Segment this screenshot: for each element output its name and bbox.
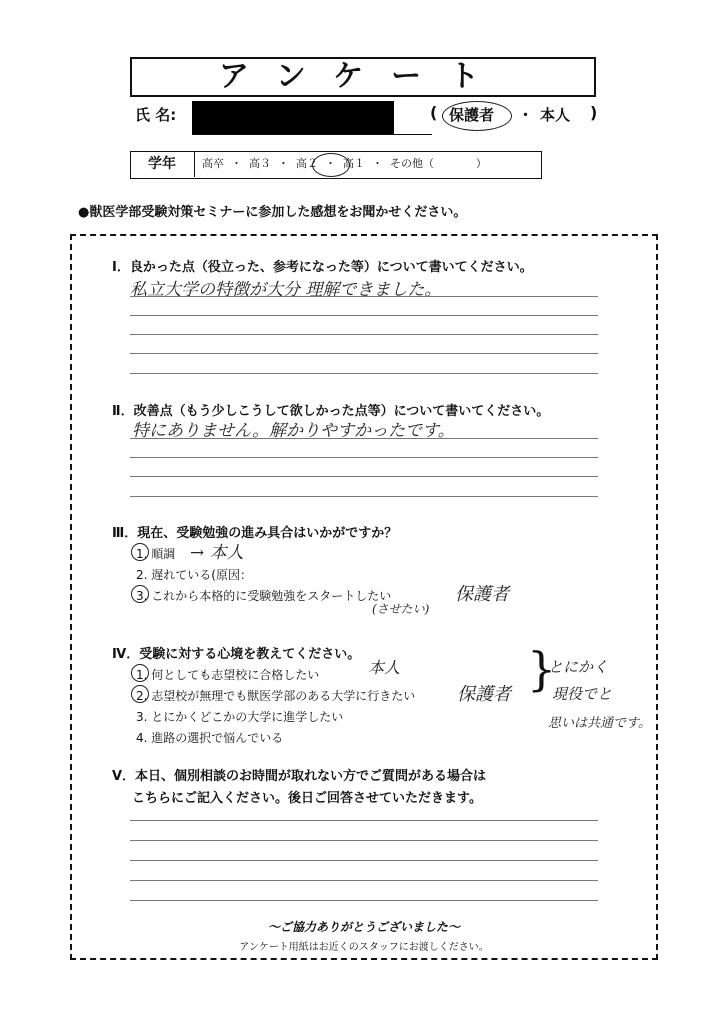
respondent-parent[interactable]: 保護者 xyxy=(449,106,495,124)
footer-thanks: ～ご協力ありがとうございました～ xyxy=(267,920,460,934)
q2-title: Ⅱ．改善点（もう少しこうして欲しかった点等）について書いてください。 xyxy=(112,404,550,419)
q1-answer[interactable]: 私立大学の特徴が大分 理解できました。 xyxy=(130,280,442,300)
grade-label: 学年 xyxy=(130,151,195,177)
grade-options[interactable]: 高卒 ・ 高３ ・ 高２ ・ 高１ ・ その他（ ） xyxy=(202,157,487,170)
q4-option-4[interactable]: 4. 進路の選択で悩んでいる xyxy=(136,731,284,745)
q5-line xyxy=(130,880,598,881)
q4-option-3[interactable]: 3. とにかくどこかの大学に進学したい xyxy=(136,710,344,724)
q2-line xyxy=(130,476,598,477)
q4-note-2[interactable]: 保護者 xyxy=(457,684,511,705)
q3-option-2[interactable]: 2. 遅れている(原因： xyxy=(136,568,252,582)
q1-title: Ⅰ．良かった点（役立った、参考になった等）について書いてください。 xyxy=(112,260,533,275)
respondent-selected-circle xyxy=(442,101,512,131)
q4-option-2[interactable]: 2. 志望校が無理でも獣医学部のある大学に行きたい xyxy=(136,689,416,703)
q5-title-line1: Ⅴ．本日、個別相談のお時間が取れない方でご質問がある場合は xyxy=(112,769,487,784)
q4-side-note-1[interactable]: とにかく xyxy=(548,658,609,676)
q1-line xyxy=(130,373,598,374)
q5-title-line2: こちらにご記入ください。後日ご回答させていただきます。 xyxy=(132,791,482,806)
q3-option-3[interactable]: 3. これから本格的に受験勉強をスタートしたい xyxy=(136,589,392,603)
q1-line xyxy=(130,315,598,316)
q2-answer[interactable]: 特にありません。解かりやすかったです。 xyxy=(132,421,455,441)
page-title: アンケート xyxy=(218,59,508,94)
q4-side-brace: } xyxy=(527,642,557,696)
q5-line xyxy=(130,820,598,821)
q3-option-1[interactable]: 1. 順調 xyxy=(136,547,176,561)
q5-line xyxy=(130,860,598,861)
respondent-self[interactable]: 本人 xyxy=(540,106,571,124)
q3-option-1-circle xyxy=(131,543,149,561)
q4-side-note-3[interactable]: 思いは共通です。 xyxy=(548,716,651,731)
q3-option-3-circle xyxy=(131,585,149,603)
q1-line xyxy=(130,296,598,297)
q3-note-3b[interactable]: 保護者 xyxy=(455,584,509,605)
q4-option-2-circle xyxy=(131,685,149,703)
q2-line xyxy=(130,438,598,439)
q3-note-3a[interactable]: (させたい) xyxy=(372,602,430,616)
q5-line xyxy=(130,900,598,901)
q5-line xyxy=(130,840,598,841)
name-underline xyxy=(192,134,432,135)
footer-note: アンケート用紙はお近くのスタッフにお渡しください。 xyxy=(239,942,489,953)
grade-selected-circle xyxy=(312,153,350,177)
q4-option-1[interactable]: 1. 何としても志望校に合格したい xyxy=(136,668,320,682)
name-label: 氏 名: xyxy=(135,106,177,124)
q4-side-note-2[interactable]: 現役でと xyxy=(552,685,613,703)
q4-note-1[interactable]: 本人 xyxy=(368,658,401,677)
q2-line xyxy=(130,496,598,497)
respondent-open-paren: ( xyxy=(430,103,438,122)
q3-note-1[interactable]: → 本人 xyxy=(190,543,244,563)
q1-line xyxy=(130,353,598,354)
q3-title: Ⅲ．現在、受験勉強の進み具合はいかがですか？ xyxy=(112,526,398,541)
survey-intro: ●獣医学部受験対策セミナーに参加した感想をお聞かせください。 xyxy=(78,205,467,220)
q4-title: Ⅳ．受験に対する心境を教えてください。 xyxy=(112,647,361,662)
q2-line xyxy=(130,457,598,458)
respondent-separator: ・ xyxy=(518,106,534,124)
q4-option-1-circle xyxy=(131,664,149,682)
respondent-close-paren: ) xyxy=(590,103,598,122)
q1-line xyxy=(130,334,598,335)
redacted-name xyxy=(192,101,394,135)
